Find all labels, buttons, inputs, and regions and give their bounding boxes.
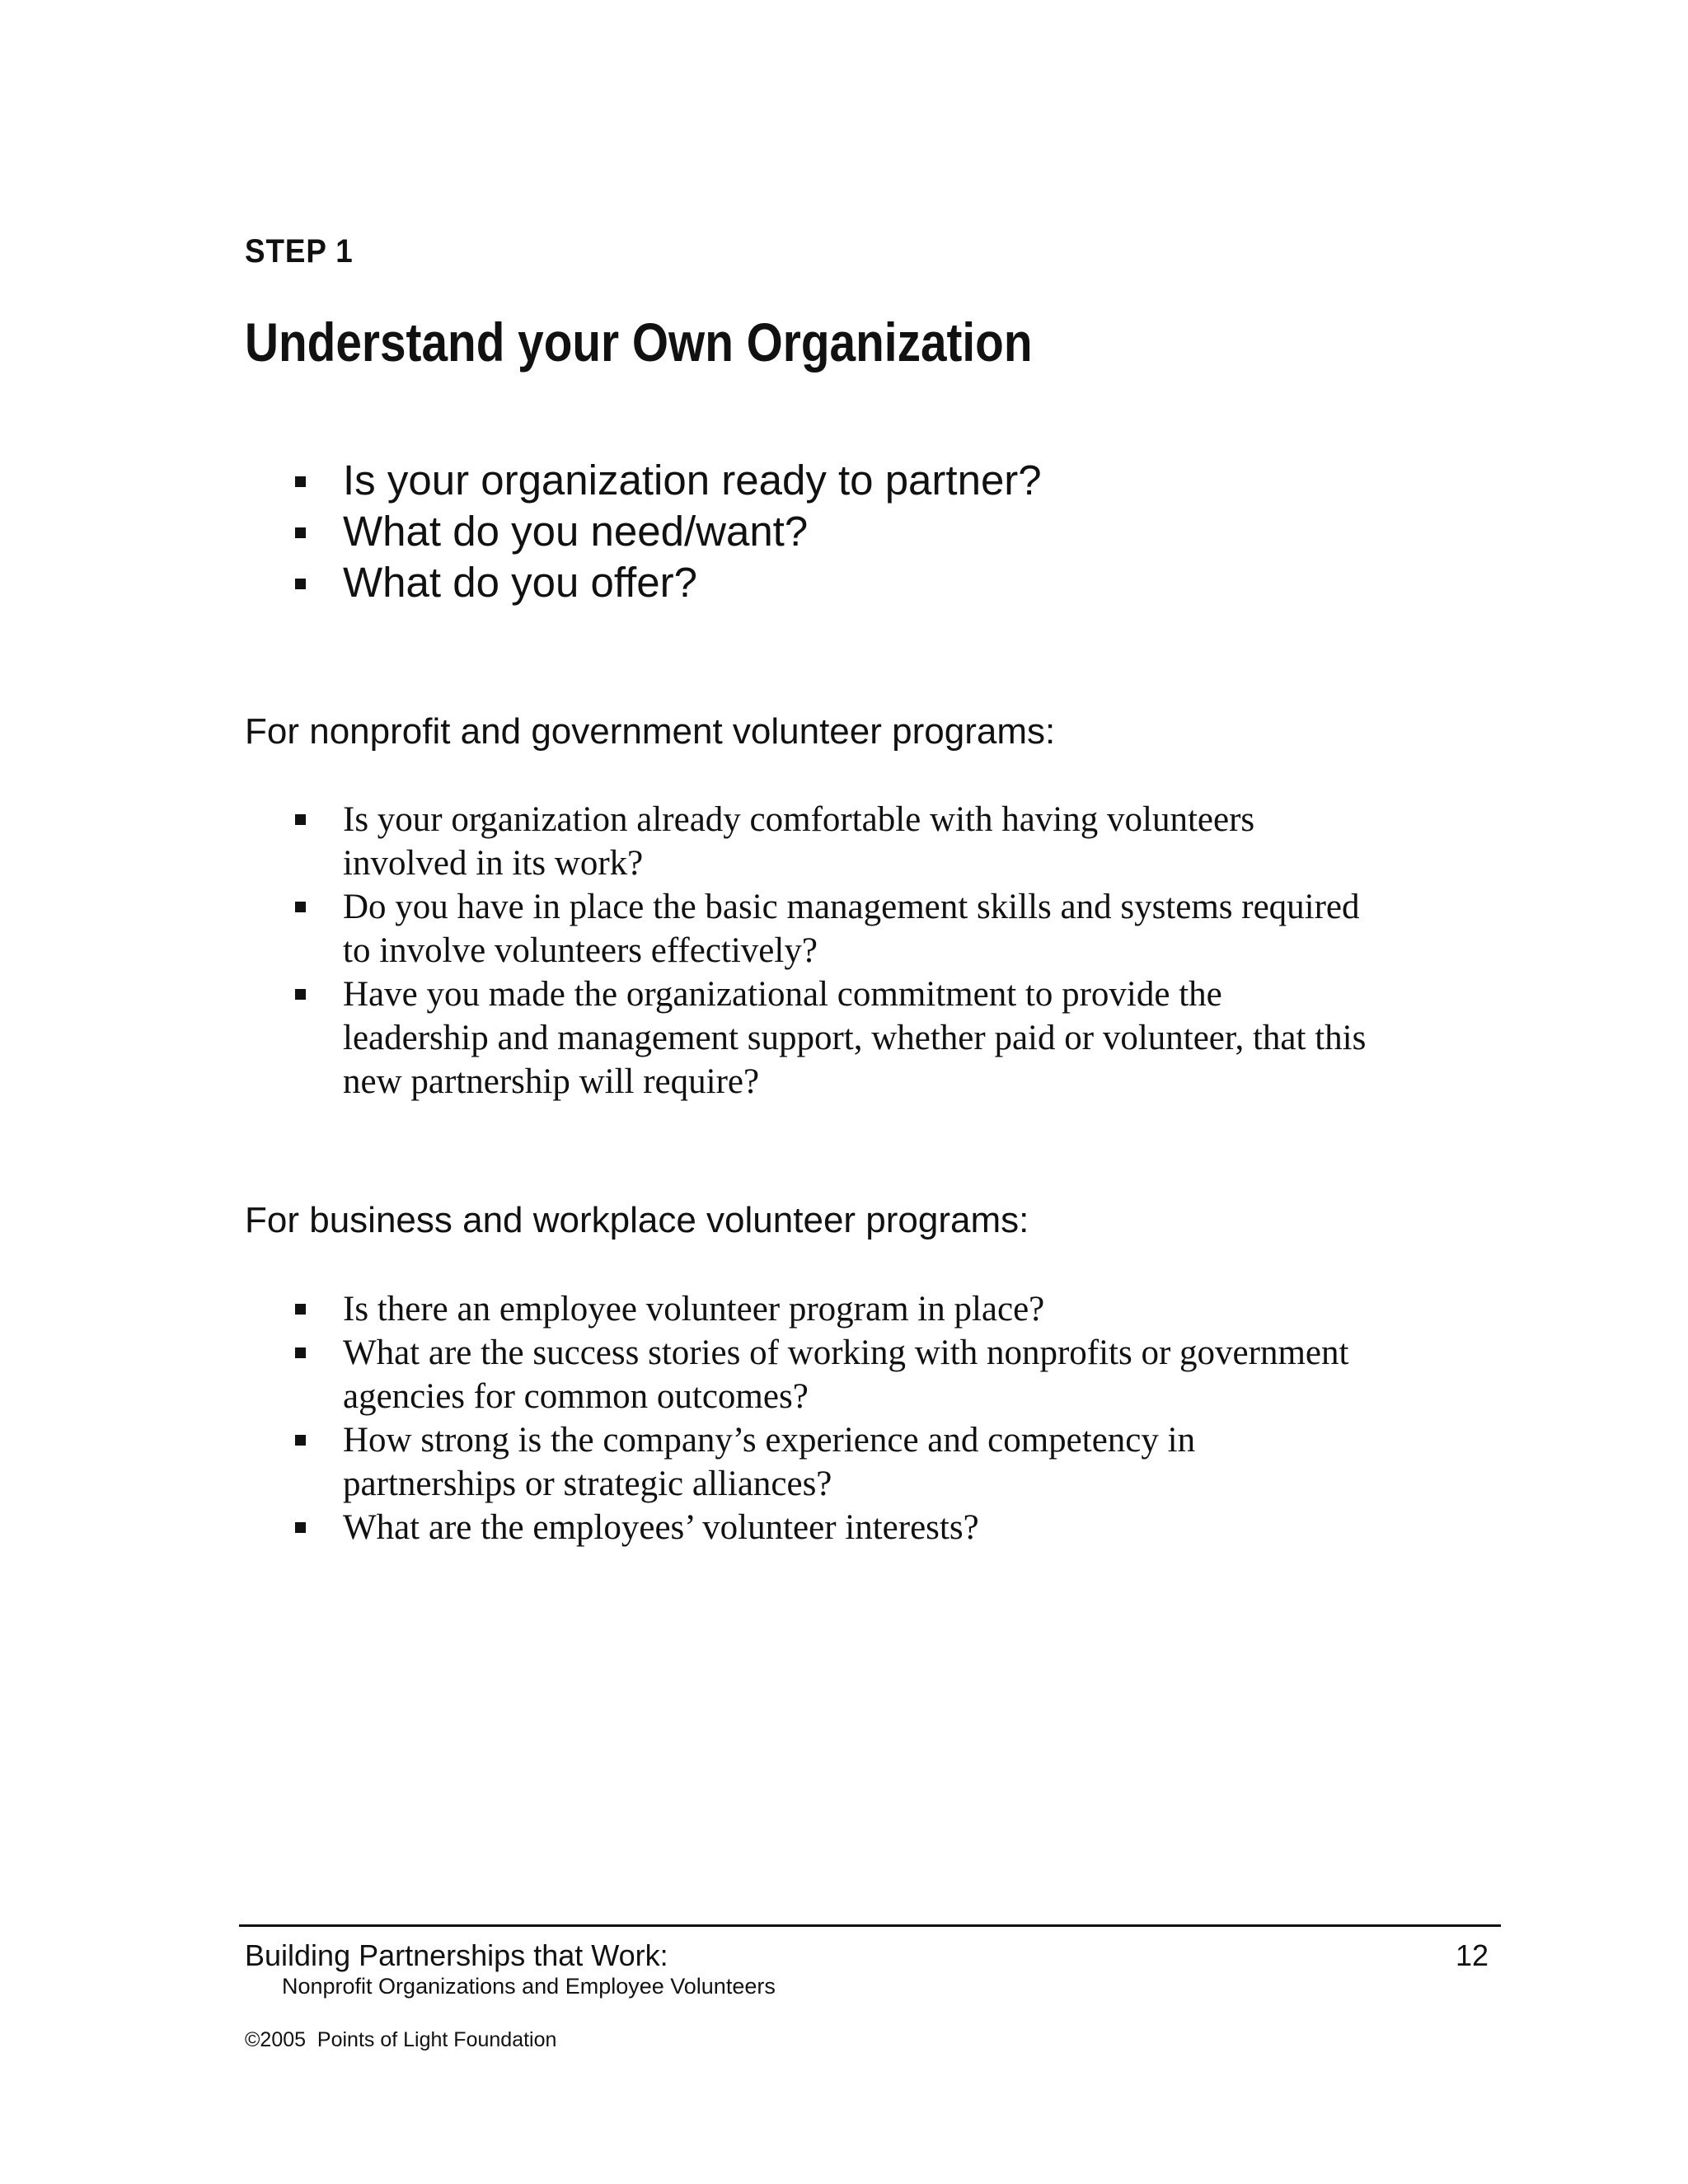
page-number: 12 <box>1455 1938 1489 1972</box>
list-item-text: Have you made the organizational commitment to provide the leadership and management support, whether paid or volunteer, that this new partnership will require? <box>343 975 1367 1101</box>
footer-title: Building Partnerships that Work: <box>245 1938 668 1972</box>
list-item-text: What are the employees’ volunteer interests? <box>343 1508 979 1547</box>
bullet-square-icon <box>295 1435 306 1446</box>
business-section-heading: For business and workplace volunteer programs: <box>245 1200 1029 1240</box>
bullet-square-icon <box>295 1304 306 1315</box>
list-item <box>295 1331 1367 1418</box>
page-title: Understand your Own Organization <box>245 312 1033 373</box>
copyright-notice: ©2005 Points of Light Foundation <box>245 2028 557 2051</box>
bullet-square-icon <box>295 814 306 825</box>
nonprofit-questions-list <box>295 798 1367 1104</box>
list-item-text: Is there an employee volunteer program in place? <box>343 1290 1045 1329</box>
footer-divider <box>239 1924 1501 1927</box>
list-item-text: Do you have in place the basic management skills and systems required to involve volunteers effectively? <box>343 888 1360 970</box>
key-questions-list <box>295 455 1449 608</box>
list-item-text: Is your organization ready to partner? <box>343 457 1042 504</box>
list-item <box>295 1287 1367 1331</box>
list-item <box>295 1418 1367 1506</box>
business-questions-list <box>295 1287 1367 1549</box>
list-item <box>295 1506 1367 1549</box>
bullet-square-icon <box>295 527 306 538</box>
list-item-text: What do you offer? <box>343 559 697 606</box>
bullet-square-icon <box>295 579 306 589</box>
list-item-text: Is your organization already comfortable with having volunteers involved in its work? <box>343 800 1255 883</box>
list-item <box>295 972 1367 1104</box>
list-item <box>295 557 1449 608</box>
list-item-text: What are the success stories of working with nonprofits or government agencies for common outcomes? <box>343 1333 1349 1416</box>
footer-subtitle: Nonprofit Organizations and Employee Volunteers <box>282 1974 776 1999</box>
list-item <box>295 885 1367 972</box>
bullet-square-icon <box>295 989 306 1000</box>
nonprofit-section-heading: For nonprofit and government volunteer programs: <box>245 711 1056 752</box>
list-item <box>295 798 1367 885</box>
list-item <box>295 506 1449 557</box>
list-item-text: How strong is the company’s experience and competency in partnerships or strategic alliances? <box>343 1421 1196 1503</box>
step-label: STEP 1 <box>245 233 354 269</box>
bullet-square-icon <box>295 902 306 912</box>
bullet-square-icon <box>295 1347 306 1358</box>
bullet-square-icon <box>295 476 306 487</box>
list-item <box>295 455 1449 506</box>
list-item-text: What do you need/want? <box>343 508 809 555</box>
bullet-square-icon <box>295 1522 306 1533</box>
